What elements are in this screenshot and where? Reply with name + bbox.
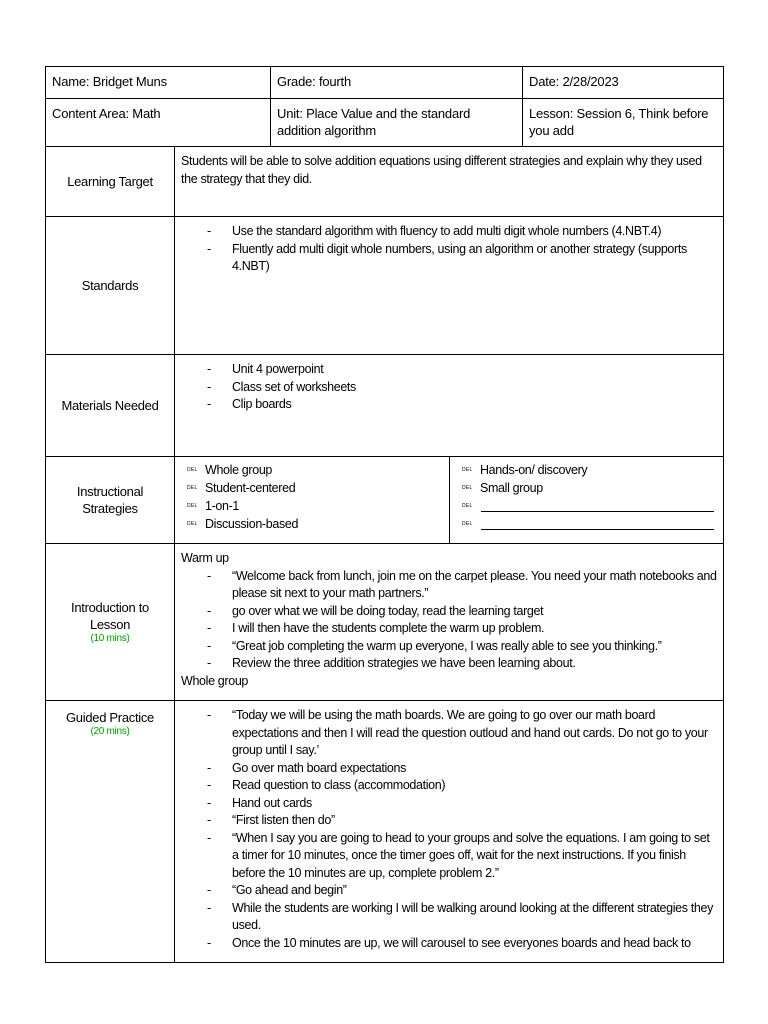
list-item: - “Great job completing the warm up everyone, I was really able to see you thinking.”: [201, 638, 717, 656]
strategy-label: Small group: [480, 481, 543, 496]
checkbox-icon[interactable]: DEL: [462, 485, 473, 492]
checkbox-icon[interactable]: DEL: [187, 503, 198, 510]
header-row-1: [46, 67, 724, 99]
checkbox-icon[interactable]: DEL: [187, 485, 198, 492]
header-row-2: [46, 99, 724, 147]
learning-target-row: [46, 147, 724, 217]
date-cell: Date: 2/28/2023: [523, 67, 724, 99]
learning-target-label: Learning Target: [46, 147, 175, 217]
list-item: - go over what we will be doing today, read the learning target: [201, 603, 717, 621]
strategy-option[interactable]: [187, 498, 443, 516]
materials-content: [175, 355, 724, 457]
lesson-plan-document: [45, 66, 723, 963]
list-item: - Once the 10 minutes are up, we will carousel to see everyones boards and head back to: [201, 935, 717, 953]
strategy-option-blank[interactable]: [462, 498, 717, 516]
strategy-label: Whole group: [205, 463, 273, 478]
strategies-row: [46, 457, 724, 544]
standards-row: [46, 217, 724, 355]
guided-practice-time: (20 mins): [90, 726, 130, 737]
guided-practice-content: [175, 701, 724, 963]
content-area-cell: Content Area: Math: [46, 99, 271, 147]
list-item: - Use the standard algorithm with fluency to add multi digit whole numbers (4.NBT.4): [201, 223, 717, 241]
checkbox-icon[interactable]: DEL: [187, 467, 198, 474]
introduction-label-cell: [46, 544, 175, 701]
strategies-label: Instructional Strategies: [46, 457, 175, 544]
list-item: - “Welcome back from lunch, join me on the carpet please. You need your math notebooks and please sit next to your math partners.”: [201, 568, 717, 603]
list-item: - Class set of worksheets: [201, 379, 717, 397]
strategies-content: [175, 457, 724, 544]
standards-list: [181, 223, 717, 276]
list-item: - Read question to class (accommodation): [201, 777, 717, 795]
introduction-label: Introduction to Lesson: [71, 600, 149, 632]
list-item: - “Go ahead and begin”: [201, 882, 717, 900]
list-item: - “When I say you are going to head to your groups and solve the equations. I am going to set a timer for 10 minutes, once the timer goes off, wait for the next instructions. If you finish before the 10 minutes are up, complete problem 2.”: [201, 830, 717, 883]
standards-content: [175, 217, 724, 355]
list-item: - Unit 4 powerpoint: [201, 361, 717, 379]
materials-label: Materials Needed: [46, 355, 175, 457]
learning-target-text: Students will be able to solve addition equations using different strategies and explain why they used the strategy that they did.: [175, 147, 724, 217]
lesson-plan-table: [45, 66, 724, 963]
strategy-label: Student-centered: [205, 481, 296, 496]
strategy-label: 1-on-1: [205, 499, 240, 514]
name-cell: Name: Bridget Muns: [46, 67, 271, 99]
checkbox-icon[interactable]: DEL: [462, 521, 473, 528]
introduction-list: [181, 568, 717, 673]
list-item: - “Today we will be using the math boards. We are going to go over our math board expectations and then I will read the question outloud and hand out cards. Do not go to your group until I say.’: [201, 707, 717, 760]
strategy-label: Discussion-based: [205, 517, 299, 532]
lesson-cell: Lesson: Session 6, Think before you add: [523, 99, 724, 147]
list-item: - I will then have the students complete the warm up problem.: [201, 620, 717, 638]
introduction-time: (10 mins): [90, 633, 130, 644]
list-item: - “First listen then do”: [201, 812, 717, 830]
introduction-content: [175, 544, 724, 701]
strategies-left-column: [175, 457, 450, 543]
strategies-right-column: [450, 457, 723, 543]
materials-list: [181, 361, 717, 414]
grade-cell: Grade: fourth: [271, 67, 523, 99]
whole-group-note: Whole group: [181, 673, 249, 688]
guided-practice-list: [181, 707, 717, 952]
list-item: - While the students are working I will be walking around looking at the different strategies they used.: [201, 900, 717, 935]
guided-label-cell: [46, 701, 175, 963]
blank-line[interactable]: [481, 520, 714, 530]
checkbox-icon[interactable]: DEL: [462, 503, 473, 510]
strategy-option[interactable]: [462, 480, 717, 498]
strategy-option[interactable]: [187, 462, 443, 480]
guided-practice-label: Guided Practice: [66, 710, 154, 725]
strategy-option-blank[interactable]: [462, 516, 717, 534]
checkbox-icon[interactable]: DEL: [462, 467, 473, 474]
introduction-row: [46, 544, 724, 701]
list-item: - Clip boards: [201, 396, 717, 414]
materials-row: [46, 355, 724, 457]
strategy-option[interactable]: [187, 516, 443, 534]
strategy-option[interactable]: [462, 462, 717, 480]
strategy-option[interactable]: [187, 480, 443, 498]
blank-line[interactable]: [481, 502, 714, 512]
strategy-label: Hands-on/ discovery: [480, 463, 588, 478]
guided-practice-row: [46, 701, 724, 963]
list-item: - Review the three addition strategies we have been learning about.: [201, 655, 717, 673]
standards-label: Standards: [46, 217, 175, 355]
list-item: - Go over math board expectations: [201, 760, 717, 778]
checkbox-icon[interactable]: DEL: [187, 521, 198, 528]
unit-cell: Unit: Place Value and the standard addition algorithm: [271, 99, 523, 147]
warm-up-heading: Warm up: [181, 551, 229, 565]
list-item: - Fluently add multi digit whole numbers, using an algorithm or another strategy (supports 4.NBT): [201, 241, 717, 276]
list-item: - Hand out cards: [201, 795, 717, 813]
